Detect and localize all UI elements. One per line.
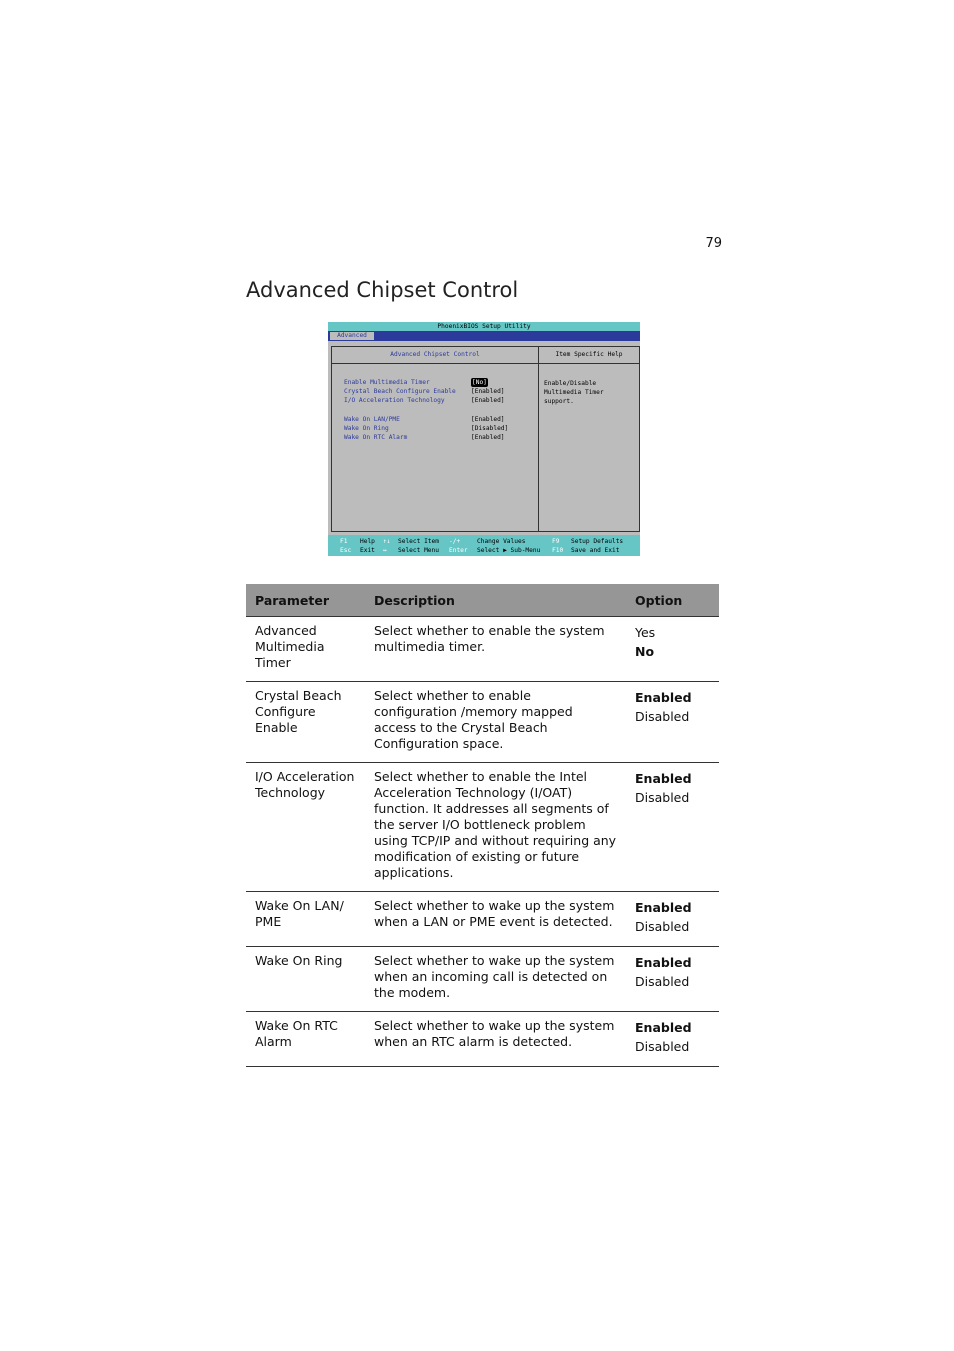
param-cell: I/O Acceleration Technology: [246, 763, 365, 892]
bios-item-label: Crystal Beach Configure Enable: [344, 388, 456, 395]
bios-item-wake-lan: [344, 415, 536, 424]
option-cell: [626, 617, 719, 682]
bios-item-label: Wake On RTC Alarm: [344, 434, 408, 441]
desc-cell: Select whether to enable configuration /memory mapped access to the Crystal Beach Configuration space.: [365, 682, 626, 763]
bios-key-updown: [383, 537, 439, 546]
table-row: [246, 892, 719, 947]
option-value: Disabled: [635, 709, 690, 724]
key-desc: Select ▶ Sub-Menu: [477, 547, 541, 554]
desc-cell: Select whether to wake up the system when an RTC alarm is detected.: [365, 1012, 626, 1067]
bios-help-text: Enable/Disable Multimedia Timer support.: [544, 380, 604, 405]
bios-item-value: [Enabled]: [471, 388, 505, 395]
table-row: [246, 947, 719, 1012]
bios-key-leftright: [383, 546, 439, 555]
key-desc: Help: [360, 538, 375, 545]
key-label: -/+: [449, 538, 461, 545]
key-desc: Setup Defaults: [571, 538, 624, 545]
bios-item-label: Enable Multimedia Timer: [344, 379, 430, 386]
option-default: No: [635, 644, 655, 659]
param-cell: Wake On LAN/ PME: [246, 892, 365, 947]
bios-tab-advanced: Advanced: [330, 332, 374, 340]
bios-main-header: Advanced Chipset Control: [332, 347, 538, 364]
option-cell: [626, 1012, 719, 1067]
section-title: Advanced Chipset Control: [246, 278, 519, 302]
bios-title: PhoenixBIOS Setup Utility: [328, 322, 640, 331]
bios-item-wake-ring: [344, 424, 536, 433]
bios-item-value: [Enabled]: [471, 416, 505, 423]
param-cell: Crystal Beach Configure Enable: [246, 682, 365, 763]
bios-item-label: Wake On Ring: [344, 425, 389, 432]
desc-cell: Select whether to wake up the system when an incoming call is detected on the modem.: [365, 947, 626, 1012]
bios-key-f1: [340, 537, 375, 546]
option-value: Disabled: [635, 790, 690, 805]
table-row: [246, 617, 719, 682]
bios-help-header: Item Specific Help: [539, 347, 639, 364]
key-label: Enter: [449, 547, 468, 554]
key-label: ↔: [383, 547, 387, 554]
option-default: Enabled: [635, 771, 692, 786]
key-desc: Change Values: [477, 538, 526, 545]
option-default: Enabled: [635, 690, 692, 705]
bios-main-panel: [331, 346, 539, 532]
option-cell: [626, 763, 719, 892]
option-value: Disabled: [635, 974, 690, 989]
bios-footer: [328, 535, 640, 556]
key-desc: Select Item: [398, 538, 439, 545]
table-header-row: [246, 584, 719, 617]
bios-item-crystal-beach: [344, 387, 536, 396]
bios-item-value: [No]: [472, 379, 487, 386]
page-number: 79: [705, 236, 722, 251]
parameter-table: [246, 584, 719, 1067]
option-value: Disabled: [635, 1039, 690, 1054]
bios-key-enter: [449, 546, 541, 555]
bios-item-io-acceleration: [344, 396, 536, 405]
table-row: [246, 1012, 719, 1067]
bios-item-wake-rtc: [344, 433, 536, 442]
bios-screenshot: [328, 322, 640, 556]
option-cell: [626, 682, 719, 763]
option-default: Enabled: [635, 955, 692, 970]
key-desc: Save and Exit: [571, 547, 620, 554]
bios-help-panel: [538, 346, 640, 532]
bios-key-f10: [552, 546, 620, 555]
bios-key-f9: [552, 537, 624, 546]
key-label: Esc: [340, 547, 352, 554]
param-cell: Wake On Ring: [246, 947, 365, 1012]
bios-item-label: I/O Acceleration Technology: [344, 397, 445, 404]
key-label: ↑↓: [383, 538, 391, 545]
key-desc: Exit: [360, 547, 375, 554]
desc-cell: Select whether to enable the system multimedia timer.: [365, 617, 626, 682]
table-row: [246, 763, 719, 892]
option-value: Disabled: [635, 919, 690, 934]
option-value: Yes: [635, 625, 656, 640]
bios-key-minusplus: [449, 537, 526, 546]
header-option: Option: [626, 584, 719, 617]
option-default: Enabled: [635, 1020, 692, 1035]
option-cell: [626, 947, 719, 1012]
param-cell: Wake On RTC Alarm: [246, 1012, 365, 1067]
header-description: Description: [365, 584, 626, 617]
bios-item-multimedia-timer: [344, 378, 536, 387]
bios-item-value: [Enabled]: [471, 434, 505, 441]
bios-item-label: Wake On LAN/PME: [344, 416, 400, 423]
desc-cell: Select whether to enable the Intel Acceleration Technology (I/OAT) function. It addresses all segments of the server I/O bottleneck problem using TCP/IP and without requiring any modification of existing or future applications.: [365, 763, 626, 892]
bios-item-value: [Enabled]: [471, 397, 505, 404]
bios-menubar: [328, 331, 640, 341]
header-parameter: Parameter: [246, 584, 365, 617]
option-cell: [626, 892, 719, 947]
desc-cell: Select whether to wake up the system when a LAN or PME event is detected.: [365, 892, 626, 947]
option-default: Enabled: [635, 900, 692, 915]
bios-item-value: [Disabled]: [471, 425, 509, 432]
key-desc: Select Menu: [398, 547, 439, 554]
key-label: F10: [552, 547, 564, 554]
key-label: F1: [340, 538, 348, 545]
param-cell: Advanced Multimedia Timer: [246, 617, 365, 682]
key-label: F9: [552, 538, 560, 545]
bios-key-esc: [340, 546, 375, 555]
table-row: [246, 682, 719, 763]
